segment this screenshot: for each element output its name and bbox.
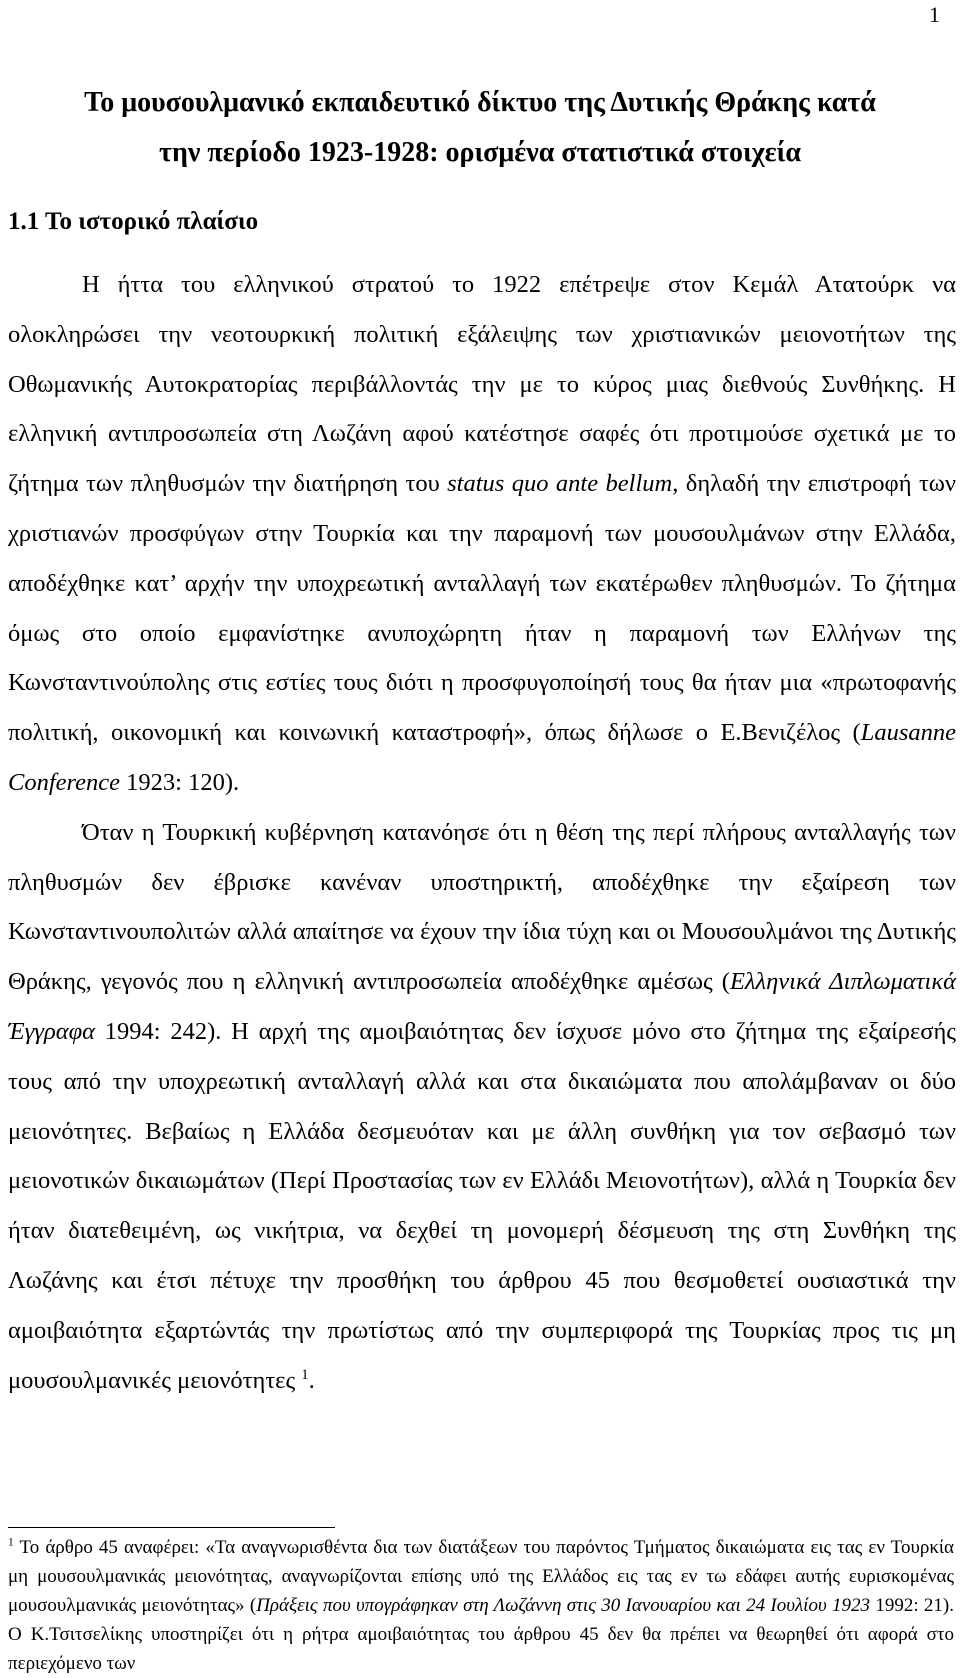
footnote-reference[interactable]: 1 (301, 1366, 309, 1383)
footnote-1 (8, 1533, 954, 1678)
footnote-text-1: Το άρθρο 45 αναφέρει: «Τα αναγνωρισθέντα δια των διατάξεων του παρόντος Τμήματος δικαιώματα εις τας εν Τουρκία μη μουσουλμανικάς μειονότητας, αναγνωρίζονται επίσης υπό της Ελλάδος εις τας εν τω εδάφει αυτής ευρισκομένας μουσουλμανικάς μειονότητας» ( (8, 1537, 954, 1616)
paragraph-1-italic-2: Lausanne Conference (8, 719, 956, 796)
page-number: 1 (929, 2, 940, 27)
footnote-italic-1: Πράξεις που υπογράφηκαν στη Λωζάννη στις 30 Ιανουαρίου και 24 Ιουλίου 1923 (256, 1595, 870, 1616)
paragraph-1-text-2: , δηλαδή την επιστροφή των χριστιανών προσφύγων στην Τουρκία και την παραμονή των μουσουλμάνων στην Ελλάδα, αποδέχθηκε κατ’ αρχήν την υποχρεωτική ανταλλαγή των εκατέρωθεν πληθυσμών. Το ζήτημα όμως στο οποίο εμφανίστηκε ανυποχώρητη ήταν η παραμονή των Ελλήνων της Κωνσταντινούπολης στις εστίες τους διότι η προσφυγοποίησή τους θα ήταν μια «πρωτοφανής πολιτική, οικονομική και κοινωνική καταστροφή», όπως δήλωσε ο Ε.Βενιζέλος ( (8, 470, 956, 747)
paragraph-2-text-2: 1994: 242). Η αρχή της αμοιβαιότητας δεν ίσχυσε μόνο στο ζήτημα της εξαίρεσής τους από την υποχρεωτική ανταλλαγή αλλά και στα δικαιώματα που απολάμβαναν οι δύο μειονότητες. Βεβαίως η Ελλάδα δεσμευόταν και με άλλη συνθήκη για τον σεβασμό των μειονοτικών δικαιωμάτων (Περί Προστασίας των εν Ελλάδι Μειονοτήτων), αλλά η Τουρκία δεν ήταν διατεθειμένη, ως νικήτρια, να δεχθεί τη μονομερή δέσμευση της στη Συνθήκη της Λωζάνης και έτσι πέτυχε την προσθήκη του άρθρου 45 που θεσμοθετεί ουσιαστικά την αμοιβαιότητα εξαρτώντάς την πρωτίστως από την συμπεριφορά της Τουρκίας προς τις μη μουσουλμανικές μειονότητες (8, 1017, 956, 1394)
paragraph-1-italic-1: status quo ante bellum (447, 470, 673, 498)
paragraph-1-text-3: 1923: 120). (120, 768, 240, 796)
paragraph-1 (8, 260, 956, 808)
document-title (0, 78, 960, 178)
paragraph-2-text-3: . (308, 1366, 315, 1394)
paragraph-1-text-1: Η ήττα του ελληνικού στρατού το 1922 επέτρεψε στον Κεμάλ Ατατούρκ να ολοκληρώσει την νεοτουρκική πολιτική εξάλειψης των χριστιανικών μειονοτήτων της Οθωμανικής Αυτοκρατορίας περιβάλλοντάς την με το κύρος μιας διεθνούς Συνθήκης. Η ελληνική αντιπροσωπεία στη Λωζάνη αφού κατέστησε σαφές ότι προτιμούσε σχετικά με το ζήτημα των πληθυσμών την διατήρηση του (8, 271, 956, 498)
paragraph-2 (8, 808, 956, 1406)
title-line-1: Το μουσουλμανικό εκπαιδευτικό δίκτυο της Δυτικής Θράκης κατά (84, 87, 876, 118)
footnote (8, 1533, 954, 1678)
title-line-2: την περίοδο 1923-1928: ορισμένα στατιστικά στοιχεία (159, 137, 801, 168)
footnote-text-2: 1992: 21). Ο Κ.Τσιτσελίκης υποστηρίζει ότι η ρήτρα αμοιβαιότητας του άρθρου 45 δεν θα πρέπει να θεωρηθεί ότι αφορά στο περιεχόμενο των (8, 1595, 954, 1674)
paragraph-2-italic-1: Ελληνικά Διπλωματικά Έγγραφα (8, 968, 956, 1045)
footnote-marker: 1 (8, 1536, 14, 1549)
section-heading: 1.1 Το ιστορικό πλαίσιο (8, 208, 259, 235)
paragraph-2-text-1: Όταν η Τουρκική κυβέρνηση κατανόησε ότι η θέση της περί πλήρους ανταλλαγής των πληθυσμών δεν έβρισκε κανέναν υποστηρικτή, αποδέχθηκε την εξαίρεση των Κωνσταντινουπολιτών αλλά απαίτησε να έχουν την ίδια τύχη και οι Μουσουλμάνοι της Δυτικής Θράκης, γεγονός που η ελληνική αντιπροσωπεία αποδέχθηκε αμέσως ( (8, 818, 956, 996)
footnote-divider (8, 1527, 335, 1528)
body-text (8, 260, 956, 1405)
